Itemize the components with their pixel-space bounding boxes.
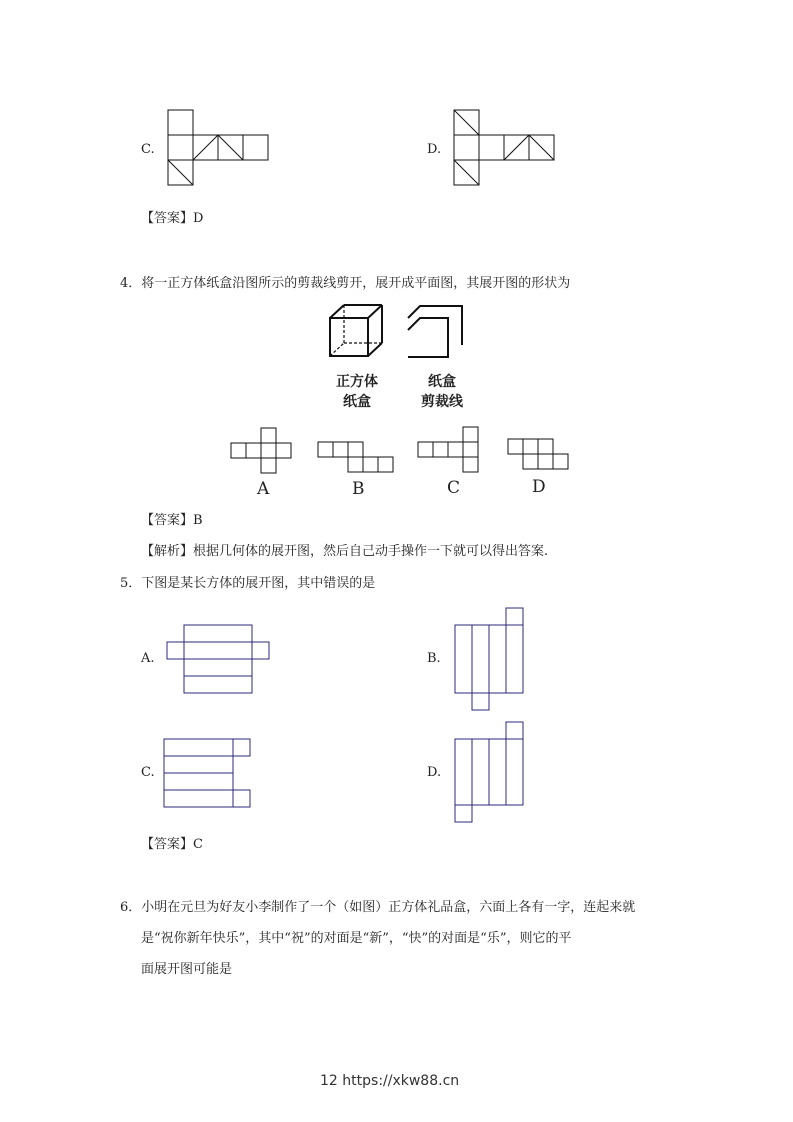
- q4-stem: 4．将一正方体纸盒沿图所示的剪裁线剪开，展开成平面图，其展开图的形状为: [120, 276, 571, 291]
- q4-cut-label-line1: 纸盒: [428, 374, 456, 390]
- q5-option-c-label: C.: [141, 765, 155, 780]
- q4-answer: 【答案】B: [141, 513, 203, 528]
- q3-answer: 【答案】D: [141, 211, 204, 226]
- q4-cube-label-line2: 纸盒: [343, 394, 371, 410]
- page-footer: [320, 1073, 459, 1089]
- q6-line3: 面展开图可能是: [141, 962, 233, 977]
- q5-stem: 5．下图是某长方体的展开图，其中错误的是: [120, 576, 376, 591]
- q4-cut-label-line2: 剪裁线: [421, 394, 463, 410]
- q5-option-a-label: A.: [141, 651, 155, 666]
- q4-option-c-letter: C: [447, 478, 461, 498]
- q4-option-a-letter: A: [257, 479, 270, 499]
- footer-url: https://xkw88.cn: [342, 1073, 460, 1089]
- q3-option-c-label: C.: [141, 142, 155, 157]
- q6-line1: 6．小明在元旦为好友小李制作了一个（如图）正方体礼品盒，六面上各有一字，连起来就: [120, 900, 636, 915]
- q4-option-b-letter: B: [352, 479, 365, 499]
- q4-cube-label-line1: 正方体: [336, 374, 378, 390]
- q5-option-d-label: D.: [427, 765, 442, 780]
- q4-option-d-letter: D: [532, 477, 546, 497]
- q4-analysis: 【解析】根据几何体的展开图，然后自己动手操作一下就可以得出答案.: [141, 544, 549, 559]
- page-number: 12: [320, 1073, 338, 1089]
- q5-option-b-label: B.: [427, 651, 441, 666]
- q3-option-d-label: D.: [427, 142, 442, 157]
- q5-answer: 【答案】C: [141, 837, 203, 852]
- q6-line2: 是“祝你新年快乐”，其中“祝”的对面是“新”，“快”的对面是“乐”，则它的平: [141, 931, 572, 946]
